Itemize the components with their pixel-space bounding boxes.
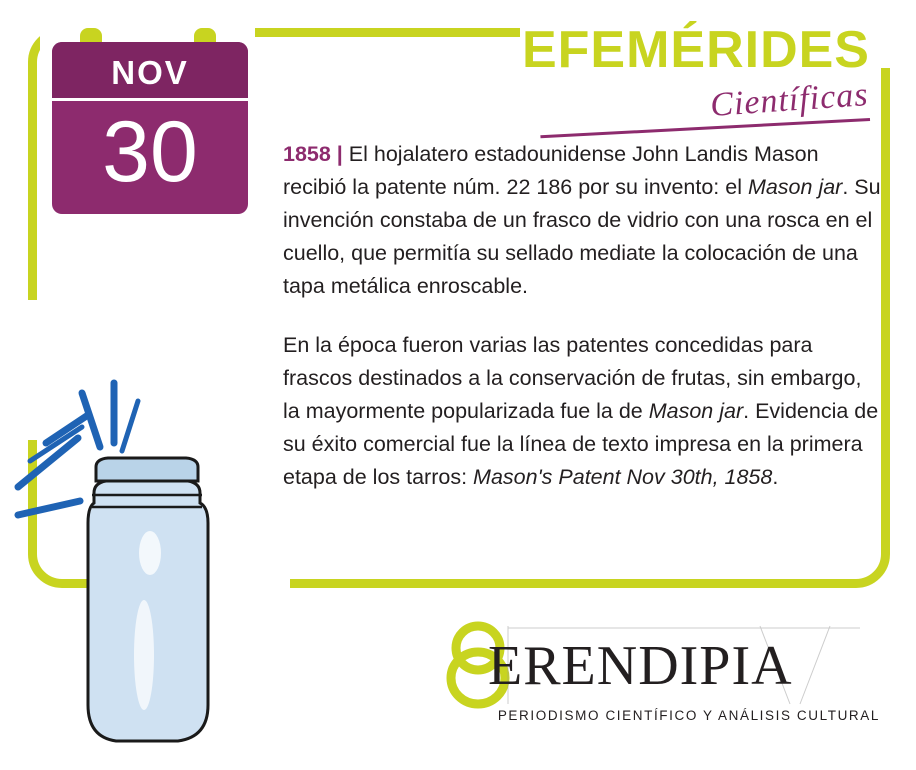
- calendar-day: 30: [102, 104, 198, 200]
- logo-wordmark: ERENDIPIA: [488, 635, 793, 697]
- jar-illustration: [10, 355, 280, 765]
- paragraph-2-text-b: . Evidencia de su éxito comercial fue la línea de texto impresa en la primera etapa de los tarros:: [283, 399, 879, 489]
- paragraph-2: [283, 329, 883, 494]
- page-subtitle: Científicas: [708, 76, 870, 125]
- calendar-month: NOV: [111, 54, 189, 91]
- paragraph-1-italic: Mason jar: [747, 175, 843, 199]
- paragraph-1: [283, 138, 883, 303]
- paragraph-1-text-b: . Su invención constaba de un frasco de vidrio con una rosca en el cuello, que permitía su sellado mediate la colocación de una tapa metálica enroscable.: [283, 175, 881, 298]
- paragraph-2-text-a: En la época fueron varias las patentes concedidas para frascos destinados a la conservación de frutas, sin embargo, la mayormente popularizada fue la de: [283, 333, 862, 423]
- year-label: 1858 |: [283, 142, 343, 166]
- logo-tagline: PERIODISMO CIENTÍFICO Y ANÁLISIS CULTURAL: [497, 708, 880, 723]
- paragraph-2-italic-2: Mason's Patent Nov 30th, 1858: [473, 465, 773, 489]
- paragraph-2-italic-1: Mason jar: [648, 399, 744, 423]
- calendar-card: [52, 42, 248, 214]
- article-body: [283, 138, 883, 494]
- page-title: EFEMÉRIDES: [521, 21, 870, 79]
- brand-logo: [430, 620, 880, 740]
- paragraph-2-text-c: .: [772, 465, 779, 489]
- paragraph-1-text-a: El hojalatero estadounidense John Landis Mason recibió la patente núm. 22 186 por su invento: el: [283, 142, 819, 199]
- mason-jar-icon: [10, 355, 280, 765]
